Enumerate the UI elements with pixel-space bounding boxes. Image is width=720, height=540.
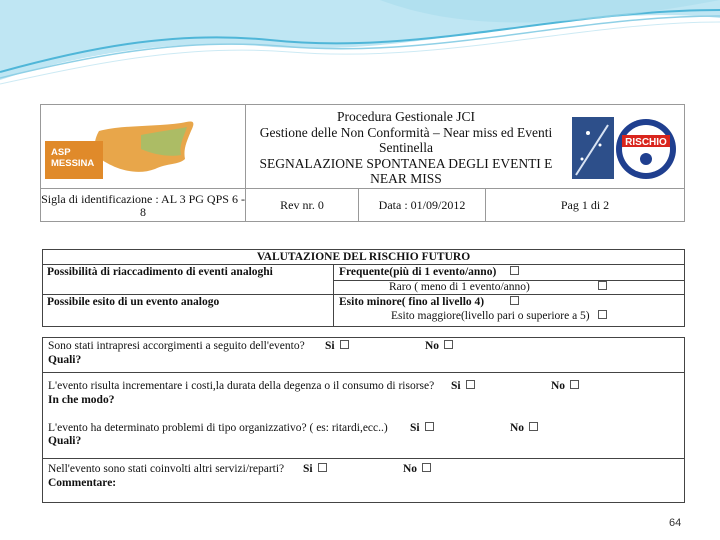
checkbox-icon[interactable] — [570, 380, 579, 389]
checkbox-icon[interactable] — [529, 422, 538, 431]
question-3-sub: Quali? — [48, 435, 82, 447]
recurrence-label: Possibilità di riaccadimento di eventi analoghi — [47, 266, 273, 278]
question-3: L'evento ha determinato problemi di tipo organizzativo? ( es: ritardi,ecc..) — [48, 422, 388, 434]
procedure-title: Procedura Gestionale JCI Gestione delle Non Conformità – Near miss ed Eventi Sentinella SEGNALAZIONE SPONTANEA DEGLI EVENTI E NEAR MISS — [259, 109, 553, 186]
header-info-row — [41, 188, 684, 222]
risk-table-title: VALUTAZIONE DEL RISCHIO FUTURO — [43, 250, 684, 265]
page-number: 64 — [669, 517, 682, 529]
svg-text:RISCHIO: RISCHIO — [625, 137, 667, 148]
q2-no[interactable]: No — [551, 380, 579, 392]
checkbox-icon[interactable] — [466, 380, 475, 389]
checkbox-icon[interactable] — [318, 463, 327, 472]
checkbox-icon[interactable] — [598, 310, 607, 319]
minor-outcome-option[interactable]: Esito minore( fino al livello 4) — [339, 296, 519, 308]
checkbox-icon[interactable] — [510, 296, 519, 305]
risk-evaluation-table — [42, 249, 685, 327]
question-4: Nell'evento sono stati coinvolti altri servizi/reparti? — [48, 463, 285, 475]
checkbox-icon[interactable] — [510, 266, 519, 275]
date-cell: Data : 01/09/2012 — [359, 189, 486, 222]
q1-no[interactable]: No — [425, 340, 453, 352]
outcome-label: Possibile esito di un evento analogo — [47, 296, 220, 308]
document-header — [40, 104, 685, 222]
checkbox-icon[interactable] — [340, 340, 349, 349]
frequent-option[interactable]: Frequente(più di 1 evento/anno) — [339, 266, 519, 278]
q4-no[interactable]: No — [403, 463, 431, 475]
question-4-sub: Commentare: — [48, 477, 117, 489]
q3-yes[interactable]: Si — [410, 422, 434, 434]
checkbox-icon[interactable] — [425, 422, 434, 431]
question-2: L'evento risulta incrementare i costi,la durata della degenza o il consumo di risorse? — [48, 380, 435, 392]
q3-no[interactable]: No — [510, 422, 538, 434]
major-outcome-option[interactable]: Esito maggiore(livello pari o superiore a 5) — [391, 310, 607, 322]
q1-yes[interactable]: Si — [325, 340, 349, 352]
q4-yes[interactable]: Si — [303, 463, 327, 475]
q2-yes[interactable]: Si — [451, 380, 475, 392]
rev-cell: Rev nr. 0 — [246, 189, 359, 222]
question-1: Sono stati intrapresi accorgimenti a seguito dell'evento? — [48, 340, 305, 352]
checkbox-icon[interactable] — [444, 340, 453, 349]
questions-box — [42, 337, 685, 503]
decorative-wave — [0, 0, 720, 90]
rischio-logo — [568, 105, 684, 188]
checkbox-icon[interactable] — [422, 463, 431, 472]
rare-option[interactable]: Raro ( meno di 1 evento/anno) — [389, 281, 607, 293]
asp-messina-logo — [41, 105, 246, 188]
question-1-sub: Quali? — [48, 354, 82, 366]
page-cell: Pag 1 di 2 — [560, 198, 610, 212]
checkbox-icon[interactable] — [598, 281, 607, 290]
asp-logo-text: ASP MESSINA — [51, 147, 95, 169]
question-2-sub: In che modo? — [48, 394, 115, 406]
sigla-cell: Sigla di identificazione : AL 3 PG QPS 6 - 8 — [41, 189, 246, 222]
